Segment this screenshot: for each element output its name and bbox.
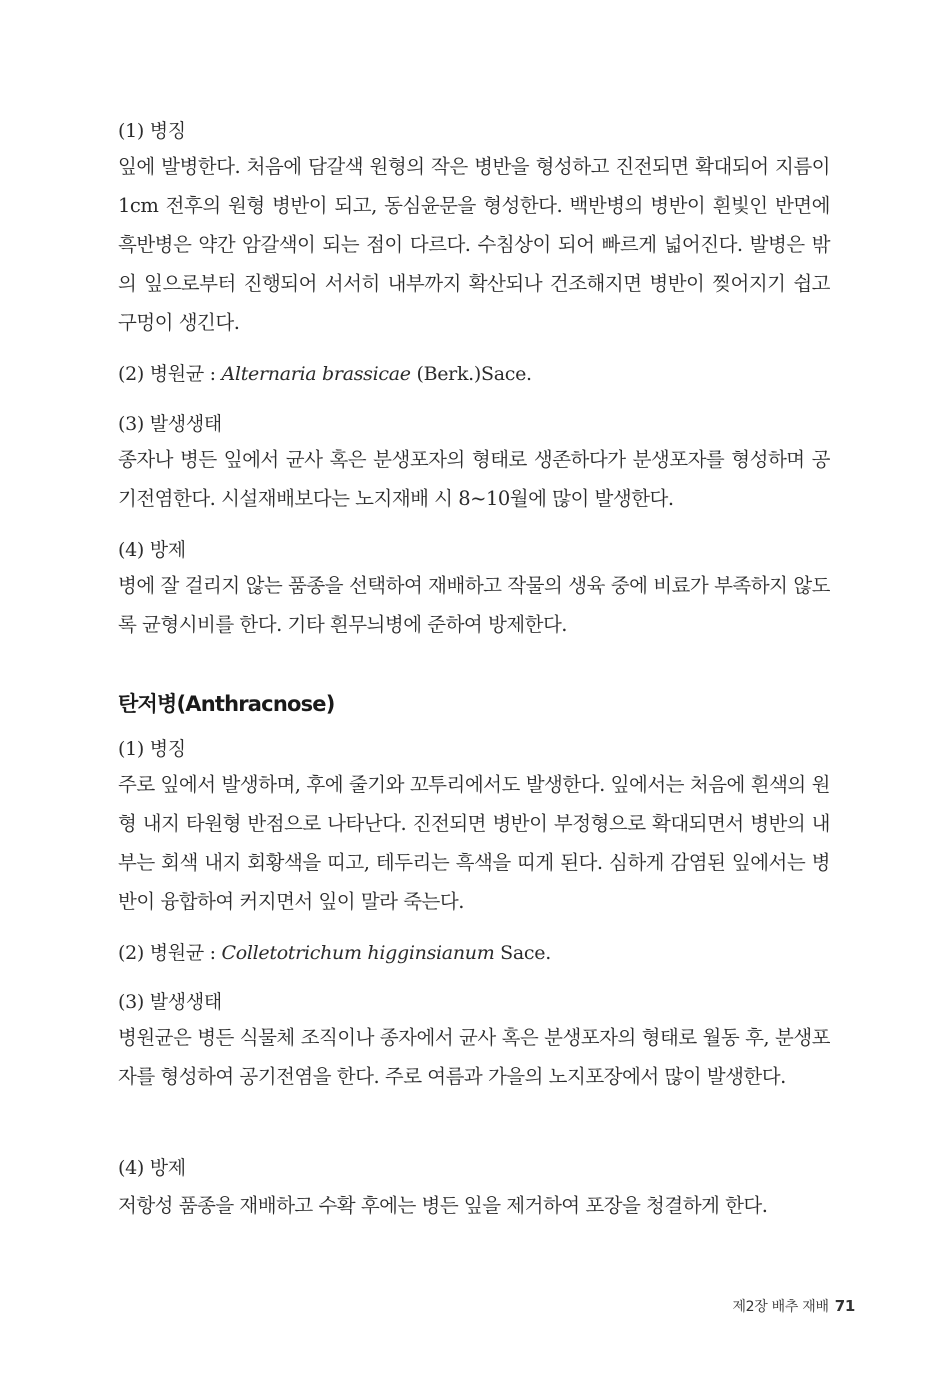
s1-symptom-text: 잎에 발병한다. 처음에 담갈색 원형의 작은 병반을 형성하고 진전되면 확대되어 지름이 1cm 전후의 원형 병반이 되고, 동심윤문을 형성한다. 백반병의 병반이 흰빛인 반면에 흑반병은 약간 암갈색이 되는 점이 다르다. 수침상이 되어 빠르게 넓어진다. 발병은 밖의 잎으로부터 진행되어 서서히 내부까지 확산되나 건조해지면 병반이 찢어지기 쉽고 구멍이 생긴다. [118, 155, 830, 334]
s1-symptom-label: (1) 병징 [118, 120, 186, 142]
page-number: 71 [834, 1297, 855, 1315]
s2-pathogen-name: Colletotrichum higginsianum [221, 942, 495, 964]
s2-symptom-text: 주로 잎에서 발생하며, 후에 줄기와 꼬투리에서도 발생한다. 잎에서는 처음에 흰색의 원형 내지 타원형 반점으로 나타난다. 진전되면 병반이 부정형으로 확대되면서 병반의 내부는 회색 내지 회황색을 띠고, 테두리는 흑색을 띠게 된다. 심하게 감염된 잎에서는 병반이 융합하여 커지면서 잎이 말라 죽는다. [118, 773, 830, 913]
s2-ecology-text: 병원균은 병든 식물체 조직이나 종자에서 균사 혹은 분생포자의 형태로 월동 후, 분생포자를 형성하여 공기전염을 한다. 주로 여름과 가을의 노지포장에서 많이 발생한다. [118, 1026, 830, 1088]
footer-chapter: 제2장 배추 재배 [732, 1299, 829, 1315]
s2-pathogen-prefix: (2) 병원균 : [118, 942, 222, 964]
s1-pathogen-name: Alternaria brassicae [221, 363, 411, 385]
s2-ecology-label: (3) 발생생태 [118, 991, 222, 1013]
s1-control-text: 병에 잘 걸리지 않는 품종을 선택하여 재배하고 작물의 생육 중에 비료가 부족하지 않도록 균형시비를 한다. 기타 흰무늬병에 준하여 방제한다. [118, 574, 830, 636]
s2-symptom-label: (1) 병징 [118, 738, 186, 760]
s1-ecology-text: 종자나 병든 잎에서 균사 혹은 분생포자의 형태로 생존하다가 분생포자를 형성하며 공기전염한다. 시설재배보다는 노지재배 시 8~10월에 많이 발생한다. [118, 448, 830, 510]
page-footer [732, 1296, 855, 1316]
s1-pathogen-suffix: (Berk.)Sace. [410, 363, 532, 385]
s2-pathogen-line [118, 938, 551, 968]
s2-control-label: (4) 방제 [118, 1157, 186, 1179]
s1-control-label: (4) 방제 [118, 539, 186, 561]
s1-ecology-label: (3) 발생생태 [118, 413, 222, 435]
s2-control-text: 저항성 품종을 재배하고 수확 후에는 병든 잎을 제거하여 포장을 청결하게 한다. [118, 1194, 768, 1217]
s2-pathogen-suffix: Sace. [494, 942, 551, 964]
s1-pathogen-line [118, 359, 532, 389]
section-heading-anthracnose: 탄저병(Anthracnose) [118, 692, 335, 716]
s1-pathogen-prefix: (2) 병원균 : [118, 363, 222, 385]
